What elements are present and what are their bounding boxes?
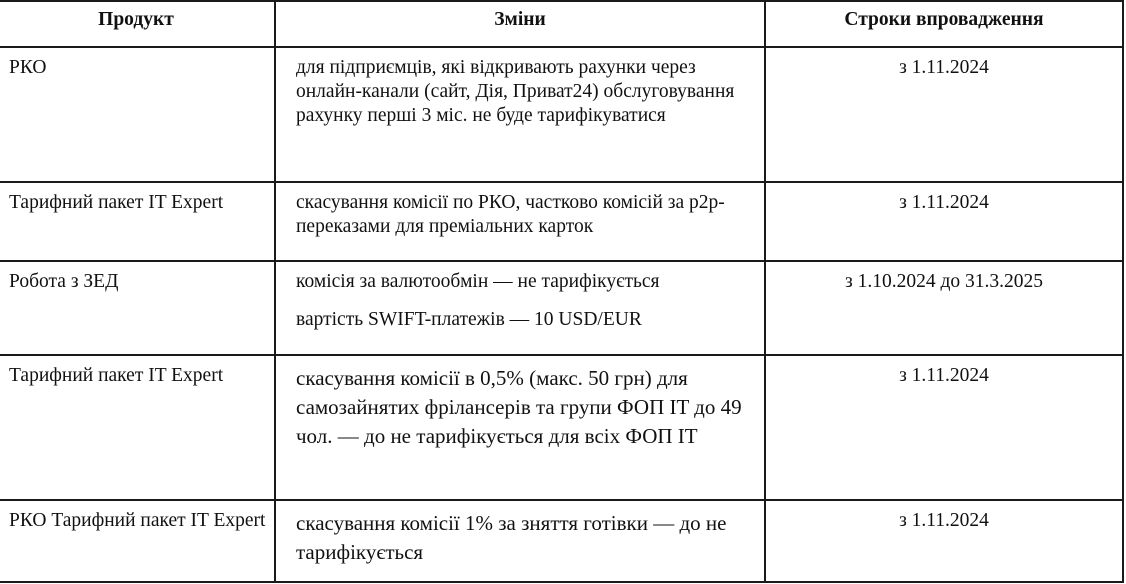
changes-cell [275,182,765,261]
header-row [0,1,1123,47]
timing-cell: з 1.10.2024 до 31.3.2025 [765,261,1123,355]
changes-cell [275,355,765,500]
change-text: скасування комісії в 0,5% (макс. 50 грн) для самозайнятих фрілансерів та групи ФОП IT до 49 чол. — до не тарифікується для всіх ФОП IT [296,366,742,448]
change-text: для підприємців, які відкривають рахунки через онлайн-канали (сайт, Дія, Приват24) обслуговування рахунку перші 3 міс. не буде тарифікуватися [296,57,735,126]
changes-cell [275,500,765,582]
change-text: комісія за валютообмін — не тарифікується [296,271,660,292]
changes-cell [275,261,765,355]
product-cell: Робота з ЗЕД [0,261,275,355]
table-row [0,355,1123,500]
header-timing: Строки впровадження [765,1,1123,47]
product-cell: РКО Тарифний пакет IT Expert [0,500,275,582]
table-row [0,47,1123,182]
timing-cell: з 1.11.2024 [765,500,1123,582]
product-cell: РКО [0,47,275,182]
changes-cell [275,47,765,182]
header-changes: Зміни [275,1,765,47]
change-text: вартість SWIFT-платежів — 10 USD/EUR [296,309,642,330]
change-text: скасування комісії по РКО, частково комісій за p2p-переказами для преміальних карток [296,192,725,237]
table-row [0,500,1123,582]
product-cell: Тарифний пакет IT Expert [0,182,275,261]
timing-cell: з 1.11.2024 [765,182,1123,261]
table-row [0,182,1123,261]
timing-cell: з 1.11.2024 [765,47,1123,182]
header-product: Продукт [0,1,275,47]
change-text: скасування комісії 1% за зняття готівки — до не тарифікується [296,511,727,564]
product-cell: Тарифний пакет IT Expert [0,355,275,500]
timing-cell: з 1.11.2024 [765,355,1123,500]
table-row [0,261,1123,355]
